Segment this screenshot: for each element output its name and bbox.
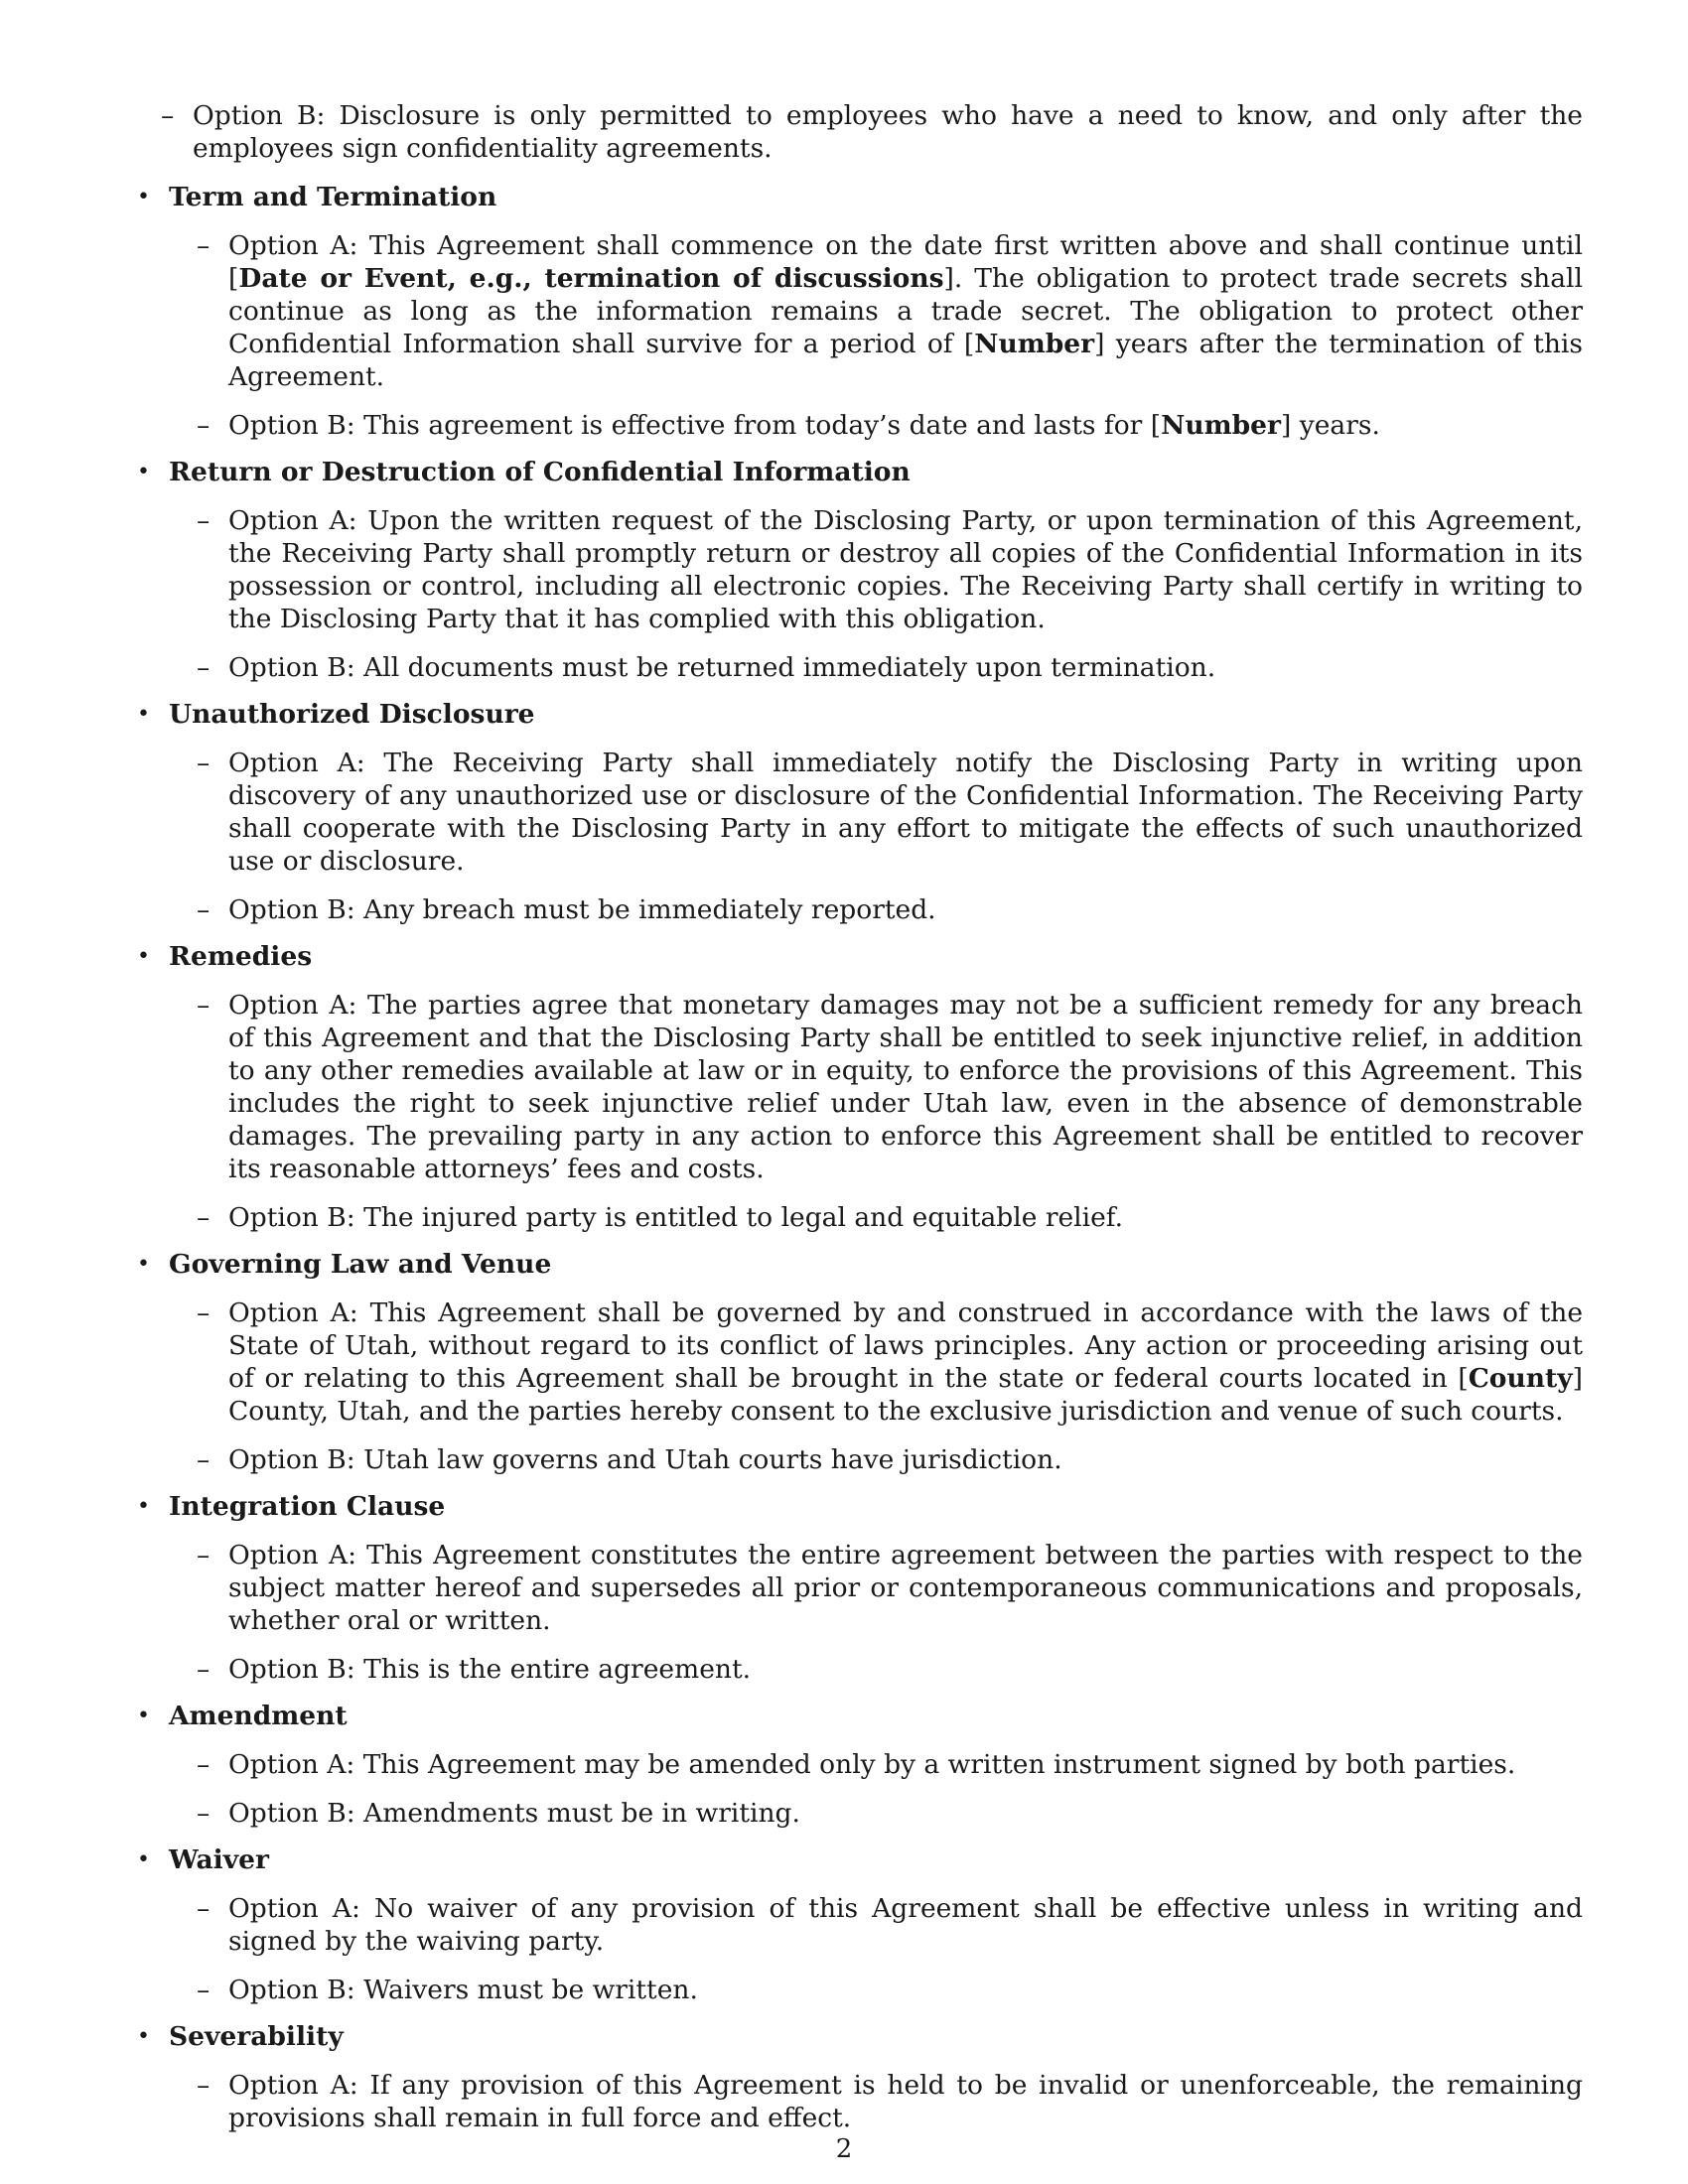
dash-icon: – [197,1893,211,1924]
option-a [169,229,1583,393]
option-text: Option A: This Agreement constitutes the entire agreement between the parties with respect to the subject matter hereof and supersedes all prior or contemporaneous communications and proposals, whether oral or written. [228,1540,1583,1636]
option-b [169,409,1583,442]
options-list [169,1297,1583,1476]
option-text: Option B: Any breach must be immediately reported. [228,894,936,925]
dash-icon: – [197,990,211,1021]
dash-icon: – [197,1297,211,1328]
placeholder-field: County [1468,1363,1573,1394]
section-amendment [133,1700,1583,1830]
option-text: Option B: This is the entire agreement. [228,1654,752,1685]
option-a [169,1539,1583,1637]
option-b [169,1974,1583,2006]
placeholder-field: Date or Event, e.g., termination of discussions [238,263,944,294]
dash-icon: – [197,1654,211,1685]
option-text: Option B: Amendments must be in writing. [228,1798,800,1829]
options-list [169,1892,1583,2006]
dash-icon: – [197,1202,211,1233]
option-a [169,1748,1583,1781]
section-heading: Governing Law and Venue [169,1249,552,1280]
options-list [169,504,1583,684]
section-heading: Unauthorized Disclosure [169,699,535,730]
section-term-termination [133,181,1583,442]
option-text: Option B: Disclosure is only permitted to employees who have a need to know, and only after the employees sign confidentiality agreements. [193,100,1583,164]
option-text: ] years. [1280,410,1380,441]
bullet-icon: • [137,460,150,484]
option-text: Option B: The injured party is entitled to legal and equitable relief. [228,1202,1124,1233]
option-text: ] County, Utah, and the parties hereby consent to the exclusive jurisdiction and venue of such courts. [228,1363,1583,1427]
option-text: Option B: This agreement is effective from today’s date and lasts for [ [228,410,1162,441]
option-b [169,1653,1583,1686]
section-heading: Waiver [169,1844,269,1875]
option-text: Option B: Utah law governs and Utah courts have jurisdiction. [228,1444,1062,1475]
option-text: Option B: Waivers must be written. [228,1975,698,2005]
bullet-icon: • [137,702,150,727]
dash-icon: – [197,652,211,683]
option-b [169,1443,1583,1476]
option-text: Option A: This Agreement shall be governed by and construed in accordance with the laws of the State of Utah, without regard to its conflict of laws principles. Any action or proceeding arising out of or relating to this Agreement shall be brought in the state or federal courts located in [ [228,1297,1583,1394]
option-b [169,1201,1583,1234]
dash-icon: – [197,1444,211,1475]
placeholder-field: Number [974,329,1095,359]
section-heading: Severability [169,2021,344,2052]
dash-icon: – [197,748,211,778]
option-b [169,1797,1583,1830]
section-severability [133,2020,1583,2134]
bullet-icon: • [137,185,150,209]
options-list [169,2069,1583,2134]
option-text: ] years after the termination of this Agreement. [228,329,1583,392]
dash-icon: – [197,1975,211,2005]
bullet-icon: • [137,1704,150,1728]
bullet-icon: • [137,1847,150,1872]
option-text: Option A: No waiver of any provision of this Agreement shall be effective unless in writing and signed by the waiving party. [228,1893,1583,1957]
option-text: Option A: The parties agree that monetary damages may not be a sufficient remedy for any breach of this Agreement and that the Disclosing Party shall be entitled to seek injunctive relief, in addition to any other remedies available at law or in equity, to enforce the provisions of this Agreement. This includes the right to seek injunctive relief under Utah law, even in the absence of demonstrable damages. The prevailing party in any action to enforce this Agreement shall be entitled to recover its reasonable attorneys’ fees and costs. [228,990,1583,1184]
options-list [169,229,1583,442]
bullet-icon: • [137,2024,150,2049]
dash-icon: – [197,894,211,925]
section-return-destruction [133,456,1583,684]
option-text: Option B: All documents must be returned immediately upon termination. [228,652,1216,683]
dash-icon: – [197,1749,211,1780]
dash-icon: – [197,505,211,536]
option-a [169,2069,1583,2134]
document-content [133,99,1583,2148]
option-text: Option A: If any provision of this Agreement is held to be invalid or unenforceable, the remaining provisions shall remain in full force and effect. [228,2070,1583,2133]
option-a [169,504,1583,635]
bullet-icon: • [137,1252,150,1277]
option-text: Option A: The Receiving Party shall immediately notify the Disclosing Party in writing upon discovery of any unauthorized use or disclosure of the Confidential Information. The Receiving Party shall cooperate with the Disclosing Party in any effort to mitigate the effects of such unauthorized use or disclosure. [228,748,1583,877]
dash-icon: – [197,1540,211,1570]
section-remedies [133,940,1583,1234]
dash-icon: – [197,230,211,261]
option-text: Option A: This Agreement may be amended only by a written instrument signed by both parties. [228,1749,1516,1780]
section-integration-clause [133,1490,1583,1686]
section-heading: Remedies [169,941,313,972]
page-number: 2 [835,2134,853,2164]
options-list [169,989,1583,1234]
option-a [169,989,1583,1185]
bullet-icon: • [137,944,150,969]
section-governing-law [133,1248,1583,1476]
continued-option [133,99,1583,165]
option-b [169,893,1583,926]
section-unauthorized-disclosure [133,698,1583,926]
dash-icon: – [161,100,175,131]
section-waiver [133,1843,1583,2006]
bullet-icon: • [137,1494,150,1519]
options-list [169,747,1583,926]
option-a [169,747,1583,878]
section-heading: Amendment [169,1701,348,1731]
dash-icon: – [197,410,211,441]
section-heading: Term and Termination [169,182,497,212]
options-list [169,1748,1583,1830]
option-text: ]. The obligation to protect trade secrets shall continue as long as the information remains a trade secret. The obligation to protect other Confidential Information shall survive for a period of [ [228,263,1583,359]
option-text: Option A: This Agreement shall commence on the date first written above and shall continue until [ [228,230,1583,294]
section-heading: Integration Clause [169,1491,446,1522]
option-b [169,651,1583,684]
options-list [169,1539,1583,1686]
dash-icon: – [197,1798,211,1829]
option-a [169,1297,1583,1428]
option-text: Option A: Upon the written request of the Disclosing Party, or upon termination of this Agreement, the Receiving Party shall promptly return or destroy all copies of the Confidential Information in its possession or control, including all electronic copies. The Receiving Party shall certify in writing to the Disclosing Party that it has complied with this obligation. [228,505,1583,634]
section-heading: Return or Destruction of Confidential Information [169,457,911,487]
placeholder-field: Number [1161,410,1281,441]
option-a [169,1892,1583,1958]
dash-icon: – [197,2070,211,2101]
